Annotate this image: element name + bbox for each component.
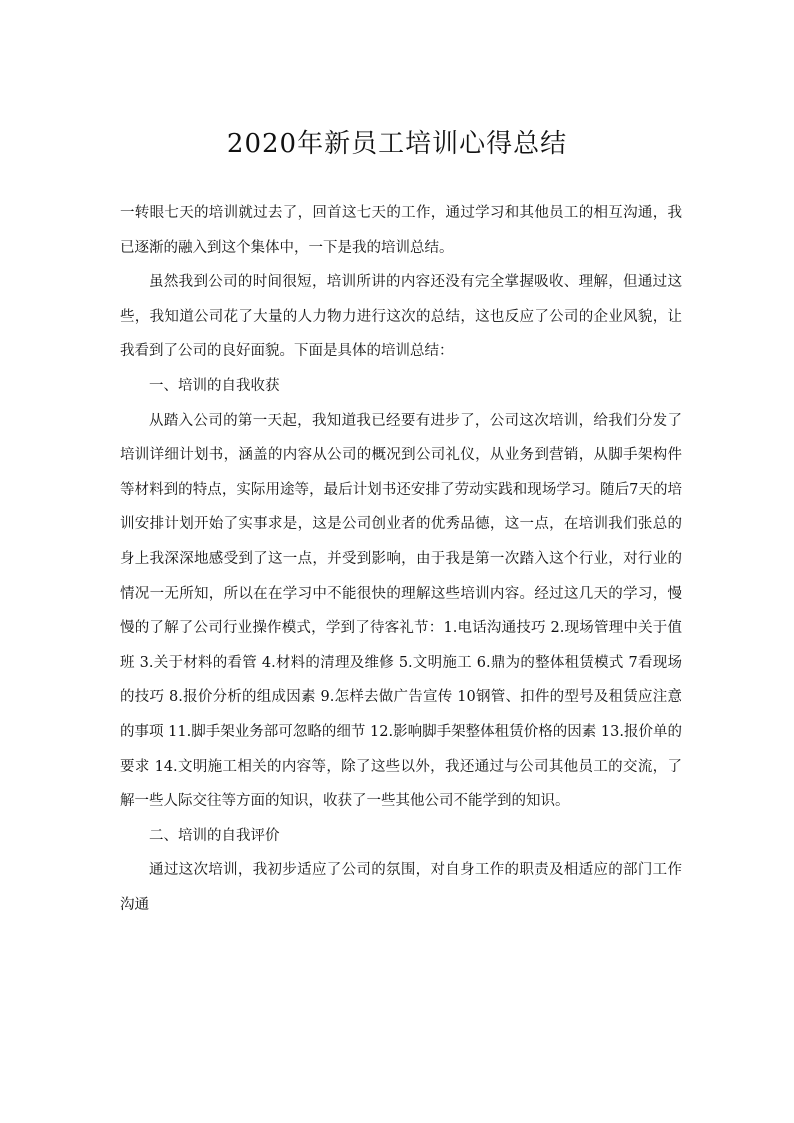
paragraph-evaluation: 通过这次培训，我初步适应了公司的氛围，对自身工作的职责及相适应的部门工作沟通 [120,862,682,913]
section-heading-evaluation: 二、培训的自我评价 [149,827,280,844]
paragraph-gains: 从踏入公司的第一天起，我知道我已经要有进步了，公司这次培训，给我们分发了培训详细计划书，涵盖的内容从公司的概况到公司礼仪，从业务到营销，从脚手架构件等材料到的特点，实际用途等，最后计划书还安排了劳动实践和现场学习。随后7天的培训安排计划开始了实事求是，这是公司创业者的优秀品德，这一点，在培训我们张总的身上我深深地感受到了这一点，并受到影响，由于我是第一次踏入这个行业，对行业的情况一无所知，所以在在学习中不能很快的理解这些培训内容。经过这几天的学习，慢慢的了解了公司行业操作模式，学到了待客礼节：1.电话沟通技巧 2.现场管理中关于值班 3.关于材料的看管 4.材料的清理及维修 5.文明施工 6.鼎为的整体租赁模式 7看现场的技巧 8.报价分析的组成因素 9.怎样去做广告宣传 10钢管、扣件的型号及租赁应注意的事项 11.脚手架业务部可忽略的细节 12.影响脚手架整体租赁价格的因素 13.报价单的要求 14.文明施工相关的内容等，除了这些以外，我还通过与公司其他员工的交流，了解一些人际交往等方面的知识，收获了一些其他公司不能学到的知识。 [120,412,682,810]
section-heading-gains: 一、培训的自我收获 [149,377,280,394]
document-body [120,196,682,922]
paragraph-intro: 一转眼七天的培训就过去了，回首这七天的工作，通过学习和其他员工的相互沟通，我已逐渐的融入到这个集体中，一下是我的培训总结。 [120,205,682,256]
paragraph-overview: 虽然我到公司的时间很短，培训所讲的内容还没有完全掌握吸收、理解，但通过这些，我知道公司花了大量的人力物力进行这次的总结，这也反应了公司的企业风貌，让我看到了公司的良好面貌。下面是具体的培训总结： [120,274,682,360]
document-title: 2020年新员工培训心得总结 [226,129,568,159]
